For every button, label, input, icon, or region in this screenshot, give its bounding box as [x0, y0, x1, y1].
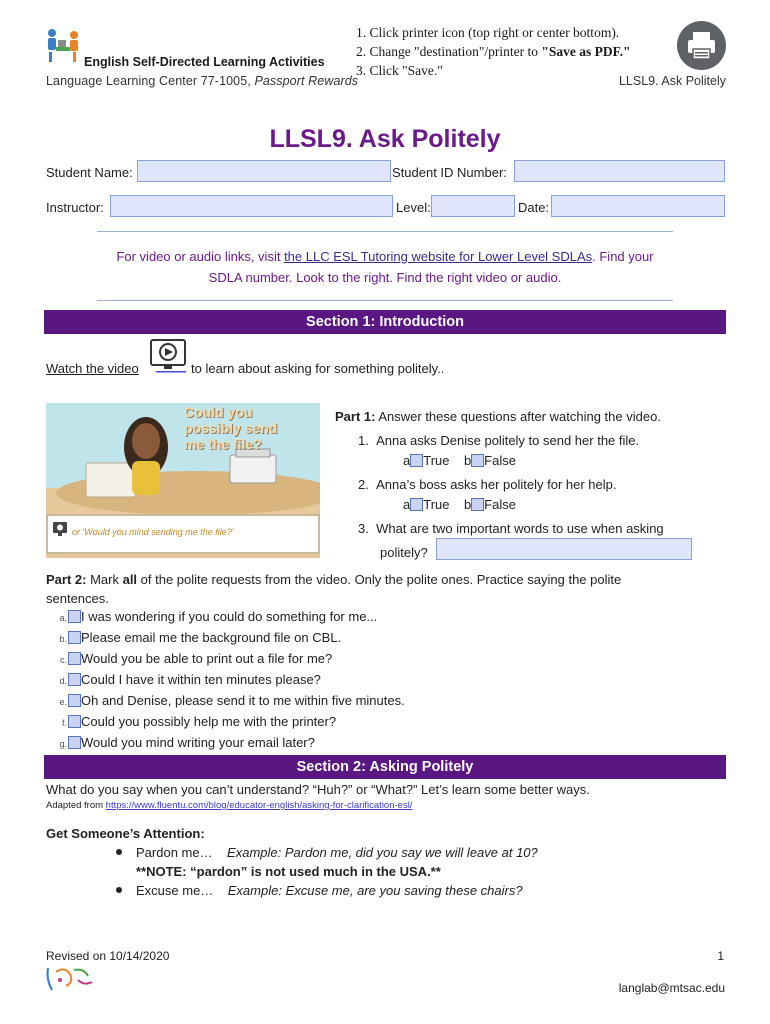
info-line2: SDLA number. Look to the right. Find the right video or audio.	[208, 270, 562, 285]
page-title: LLSL9. Ask Politely	[269, 125, 501, 153]
question-text: Anna asks Denise politely to send her the file.	[376, 433, 640, 448]
thumbnail-title: Could you possibly send me the file?	[184, 404, 278, 452]
instructor-label: Instructor:	[46, 200, 104, 215]
info-suffix: . Find your	[592, 249, 654, 264]
list-item	[56, 607, 405, 628]
part1-instructions	[335, 409, 661, 424]
info-top-divider	[97, 231, 673, 232]
question-text: What are two important words to use when asking	[376, 521, 664, 536]
print-step-2	[356, 42, 631, 61]
q1-false-checkbox[interactable]	[471, 454, 484, 467]
request-text: Could you possibly help me with the printer?	[81, 714, 337, 729]
adapted-from	[46, 800, 412, 811]
option-a-letter: a	[403, 453, 411, 468]
part1-label: Part 1:	[335, 409, 376, 424]
thumbnail-monitor-icon	[52, 521, 68, 537]
option-false-label: False	[484, 453, 516, 468]
request-e-checkbox[interactable]	[68, 694, 81, 707]
print-step-2-bold: "Save as PDF."	[541, 44, 631, 59]
fluentu-link[interactable]: https://www.fluentu.com/blog/educator-english/asking-for-clarification-esl/	[105, 800, 413, 811]
request-text: Would you be able to print out a file for me?	[81, 651, 333, 666]
request-text: Would you mind writing your email later?	[81, 735, 315, 750]
list-item	[56, 691, 405, 712]
student-id-label: Student ID Number:	[392, 165, 507, 180]
question-text: Anna’s boss asks her politely for her help.	[376, 477, 617, 492]
part1-text: Answer these questions after watching the video.	[375, 409, 661, 424]
request-text: Could I have it within ten minutes please?	[81, 672, 321, 687]
llc-footer-logo	[44, 964, 96, 994]
section2-intro: What do you say when you can’t understand? “Huh?” or “What?” Let’s learn some better ways.	[46, 782, 590, 797]
info-bottom-divider	[97, 300, 673, 301]
bullet-excuse	[116, 883, 523, 898]
student-name-label: Student Name:	[46, 165, 133, 180]
question-3	[358, 521, 664, 536]
part2-all: all	[122, 572, 138, 587]
video-icon[interactable]	[150, 339, 186, 373]
print-instructions	[356, 23, 631, 80]
list-item	[56, 670, 405, 691]
question-number: 1.	[358, 433, 369, 448]
q1-true-checkbox[interactable]	[410, 454, 423, 467]
request-text: Please email me the background file on CBL.	[81, 630, 342, 645]
item-letter: e.	[59, 697, 67, 707]
attention-heading: Get Someone’s Attention:	[46, 826, 205, 841]
level-field[interactable]	[431, 195, 515, 217]
revised-date: Revised on 10/14/2020	[46, 949, 170, 963]
list-item	[56, 649, 405, 670]
subtitle-italic: Passport Rewards	[254, 74, 359, 88]
option-a-letter: a	[403, 497, 411, 512]
date-label: Date:	[518, 200, 550, 215]
polite-requests-list	[56, 607, 405, 754]
printer-icon[interactable]	[677, 21, 726, 70]
question-number: 2.	[358, 477, 369, 492]
request-a-checkbox[interactable]	[68, 610, 81, 623]
org-title: English Self-Directed Learning Activities	[84, 55, 325, 69]
bullet-icon	[116, 887, 122, 893]
phrase: Pardon me…	[136, 845, 213, 860]
tutoring-website-link[interactable]: the LLC ESL Tutoring website for Lower Level SDLAs	[284, 249, 593, 264]
watch-video-text: to learn about asking for something politely..	[191, 361, 445, 376]
example: Example: Pardon me, did you say we will leave at 10?	[227, 845, 538, 860]
request-f-checkbox[interactable]	[68, 715, 81, 728]
part2-line2: sentences.	[46, 591, 109, 606]
instructor-field[interactable]	[110, 195, 393, 217]
request-d-checkbox[interactable]	[68, 673, 81, 686]
request-text: Oh and Denise, please send it to me within five minutes.	[81, 693, 405, 708]
part2-text-a: Mark	[86, 572, 123, 587]
item-letter: b.	[59, 634, 67, 644]
item-letter: d.	[59, 676, 67, 686]
question-1	[358, 433, 639, 448]
question-2	[358, 477, 616, 492]
option-b-letter: b	[463, 497, 472, 512]
subtitle-text: Language Learning Center 77-1005,	[46, 74, 255, 88]
student-id-field[interactable]	[514, 160, 725, 182]
bullet-pardon	[116, 845, 538, 860]
part2-text-b: of the polite requests from the video. Only the polite ones. Practice saying the polite	[137, 572, 622, 587]
item-letter: a.	[59, 613, 67, 623]
print-step-2-text: 2. Change "destination"/printer to	[356, 44, 542, 59]
list-item	[56, 733, 405, 754]
info-prefix: For video or audio links, visit	[116, 249, 285, 264]
example: Example: Excuse me, are you saving these chairs?	[227, 883, 523, 898]
question-number: 3.	[358, 521, 369, 536]
option-b-letter: b	[463, 453, 472, 468]
bullet-icon	[116, 849, 122, 855]
request-b-checkbox[interactable]	[68, 631, 81, 644]
level-label: Level:	[396, 200, 431, 215]
llc-logo	[44, 27, 84, 67]
date-field[interactable]	[551, 195, 725, 217]
option-true-label: True	[423, 453, 450, 468]
page-number: 1	[717, 949, 724, 963]
request-g-checkbox[interactable]	[68, 736, 81, 749]
part2-instructions	[46, 570, 621, 608]
question-3-cont: politely?	[380, 545, 428, 560]
thumbnail-caption: or 'Would you mind sending me the file?'	[72, 527, 234, 537]
list-item	[56, 712, 405, 733]
q2-true-checkbox[interactable]	[410, 498, 423, 511]
student-name-field[interactable]	[137, 160, 391, 182]
watch-video-link[interactable]: Watch the video	[46, 361, 139, 376]
print-step-3: 3. Click "Save."	[356, 63, 443, 78]
section2-heading: Section 2: Asking Politely	[44, 755, 726, 779]
question-1-options	[403, 453, 516, 468]
item-letter: f.	[61, 718, 67, 728]
print-step-1: 1. Click printer icon (top right or center bottom).	[356, 25, 620, 40]
request-c-checkbox[interactable]	[68, 652, 81, 665]
q2-false-checkbox[interactable]	[471, 498, 484, 511]
lesson-code: LLSL9. Ask Politely	[618, 74, 726, 88]
header-subtitle	[46, 74, 358, 88]
list-item	[56, 628, 405, 649]
request-text: I was wondering if you could do something for me...	[81, 609, 378, 624]
question-2-options	[403, 497, 516, 512]
adapted-prefix: Adapted from	[46, 800, 106, 811]
part2-label: Part 2:	[46, 572, 87, 587]
option-false-label: False	[484, 497, 516, 512]
phrase: Excuse me…	[136, 883, 214, 898]
footer-email: langlab@mtsac.edu	[618, 981, 725, 995]
option-true-label: True	[423, 497, 450, 512]
polite-words-field[interactable]	[436, 538, 692, 560]
item-letter: c.	[59, 655, 67, 665]
section1-heading: Section 1: Introduction	[44, 310, 726, 334]
info-text	[97, 246, 673, 288]
pardon-note: **NOTE: “pardon” is not used much in the USA.**	[136, 864, 441, 879]
item-letter: g.	[59, 739, 67, 749]
